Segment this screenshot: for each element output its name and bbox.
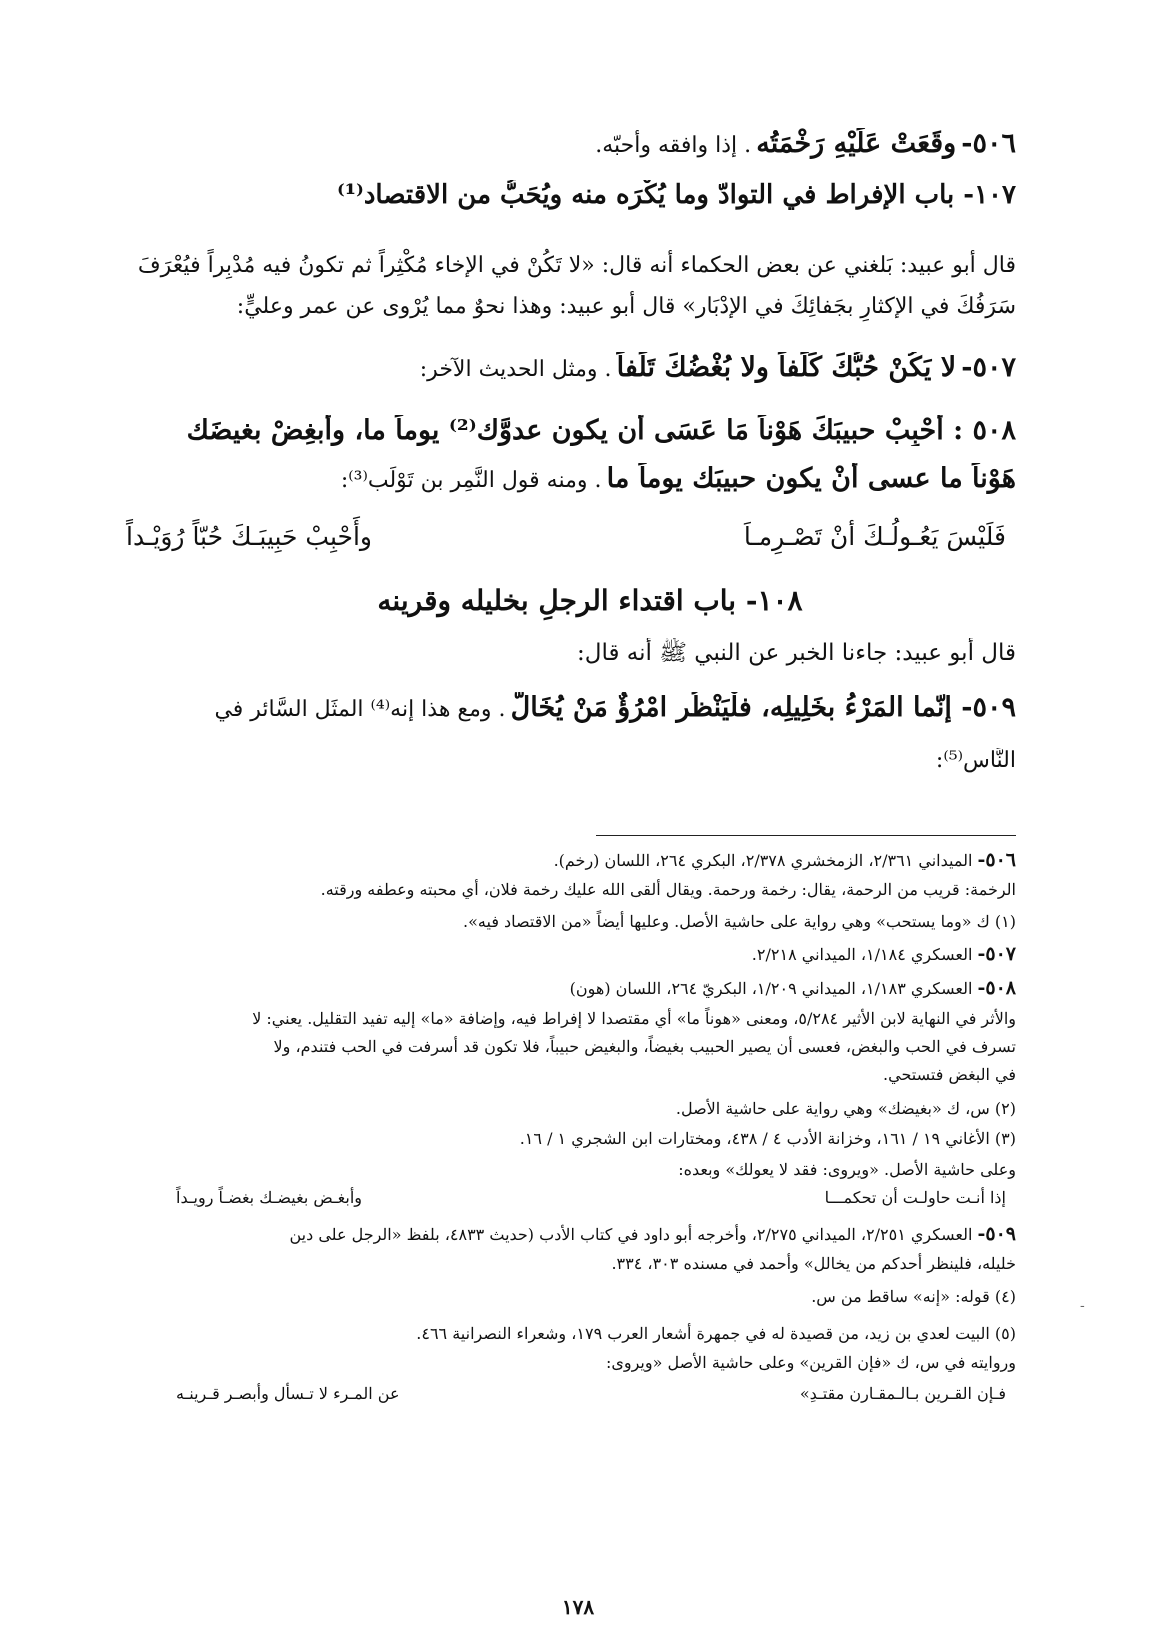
footnote-507-number: ٥٠٧- [977,943,1016,965]
footnote-3-verse-second: إذا أنـت حاولـت أن تحكمـــا [824,1188,1006,1207]
entry-508-line-2 [116,463,1016,494]
footnote-508-text: العسكري ١/١٨٣، الميداني ١/٢٠٩، البكريّ ٢٦٤، اللسان (هون) [569,979,973,998]
entry-509-proverb: ٥٠٩- إنّما المَرْءُ بخَلِيلِه، فلْيَنْظُر امْرُؤٌ مَنْ يُخَالُّ [510,692,1016,723]
abu-ubaid-108: قال أبو عبيد: جاءنا الخبر عن النبي ﷺ أنه قال: [577,640,1016,666]
footnote-506-note: الرخمة: قريب من الرحمة، يقال: رخمة ورحمة. ويقال ألقى الله عليك رخمة فلان، أي محبته وعطفه ورقته. [320,880,1016,899]
entry-509-line-2: النَّاس⁽⁵⁾: [935,748,1016,773]
entry-509-rest: . ومع هذا إنه⁽⁴⁾ المثَل السَّائر في [214,697,506,722]
entry-508-line-2-rest: . ومنه قول النَّمِر بن تَوْلَب⁽³⁾: [340,468,602,493]
footnote-509 [96,1222,1016,1247]
footnote-2: (٢) س، ك «بغيضك» وهي رواية على حاشية الأصل. [675,1099,1016,1118]
footnote-3: (٣) الأغاني ١٩ / ١٦١، وخزانة الأدب ٤ / ٤٣٨، ومختارات ابن الشجري ١ / ١٦. [519,1129,1016,1148]
footnote-4: (٤) قوله: «إنه» ساقط من س. [811,1287,1016,1306]
chapter-108-heading: ١٠٨- باب اقتداء الرجلِ بخليله وقرينه [377,584,803,617]
footnote-506 [96,848,1016,873]
footnote-507-text: العسكري ١/١٨٤، الميداني ٢/٢١٨. [751,945,973,964]
entry-507-number: ٥٠٧- [961,352,1016,383]
entry-506-proverb: وقَعَتْ عَلَيْهِ رَخْمَتُه [756,128,957,159]
entry-507 [116,352,1016,383]
footnote-508-note-1: والأثر في النهاية لابن الأثير ٥/٢٨٤، ومعنى «هوناً ما» أي مقتصدا لا إفراط فيه، وإضافة «ما» إليه تفيد التقليل. يعني: لا [252,1009,1016,1028]
entry-507-proverb: لا يَكُنْ حُبُّكَ كَلَفاً ولا بُغْضُكَ تَلَفاً [616,352,957,383]
footnote-509-note: خليله، فلينظر أحدكم من يخالل» وأحمد في مسنده ٣٠٣، ٣٣٤. [611,1254,1016,1273]
footnote-5-verse [176,1384,1006,1403]
footnote-508-number: ٥٠٨- [977,977,1016,999]
footnote-1: (١) ك «وما يستحب» وهي رواية على حاشية الأصل. وعليها أيضاً «من الاقتصاد فيه». [463,912,1016,931]
footnote-509-text: العسكري ٢/٢٥١، الميداني ٢/٢٧٥، وأخرجه أبو داود في كتاب الأدب (حديث ٤٨٣٣، بلفظ «الرجل على دين [289,1225,973,1244]
verse-first-hemistich: وأَحْبِبْ حَبِيبَـكَ حُبّاً رُوَيْـداً [126,522,372,551]
footnote-separator [596,835,1016,836]
verse-nimr [126,522,1006,551]
footnote-508-note-2: تسرف في الحب والبغض، فعسى أن يصير الحبيب بغيضاً، والبغيض حبيباً، فلا تكون قد أسرفت في الحب فتندم، ولا [273,1037,1016,1056]
footnote-507 [96,942,1016,967]
verse-second-hemistich: فَلَيْسَ يَعُـولُـكَ أنْ تَصْـرِمـاَ [743,522,1006,551]
entry-506 [116,128,1016,159]
footnote-5-verse-first: عن المـرء لا تـسأل وأبصـر قـرينـه [176,1384,400,1403]
entry-509 [116,692,1016,723]
footnote-5-note: وروايته في س، ك «فإن القرين» وعلى حاشية الأصل «ويروى: [605,1353,1016,1372]
chapter-107-heading: ١٠٧- باب الإفراط في التوادّ وما يُكْرَه منه ويُحَبُّ من الاقتصاد⁽¹⁾ [336,180,1016,210]
entry-507-after: . ومثل الحديث الآخر: [419,357,612,382]
footnote-5: (٥) البيت لعدي بن زيد، من قصيدة له في جمهرة أشعار العرب ١٧٩، وشعراء النصرانية ٤٦٦. [416,1324,1016,1343]
page-number: ١٧٨ [561,1595,595,1619]
footnote-508-note-3: في البغض فتستحي. [883,1065,1016,1084]
footnote-3-verse [176,1188,1006,1207]
entry-508-line-2-bold: هَوْناً ما عسى أنْ يكون حبيبَك يوماً ما [606,463,1016,494]
abu-ubaid-paragraph: قال أبو عبيد: بَلغني عن بعض الحكماء أنه قال: «لا تَكُنْ في الإخاء مُكْثِراً ثم تكونُ فيه مُدْبِراً فيُعْرَفَ سَرَفُكَ في الإكثارِ بجَفائِكَ في الإدْبَار» قال أبو عبيد: وهذا نحوٌ مما يُرْوى عن عمر وعليٍّ: [137,253,1016,319]
entry-508-line-1: ٥٠٨ : أَحْبِبْ حبيبَكَ هَوْناً مَا عَسَى أن يكون عدوَّك⁽²⁾ يوماً ما، وأبغِضْ بغيضَك [186,415,1016,446]
footnote-509-number: ٥٠٩- [977,1223,1016,1245]
footnote-508 [96,976,1016,1001]
entry-506-gloss: . إذا وافقه وأحبّه. [595,133,752,158]
footnote-5-verse-second: فـإن القـرين بـالـمقـارن مقتـدِ» [799,1384,1006,1403]
entry-506-number: ٥٠٦- [961,128,1016,159]
margin-mark: - [1080,1298,1085,1314]
footnote-3-verse-first: وأبغـض بغيضـك بغضـاً رويـداً [176,1188,362,1207]
footnote-506-number: ٥٠٦- [977,849,1016,871]
footnote-3-note: وعلى حاشية الأصل. «ويروى: فقد لا يعولك» وبعده: [678,1160,1016,1179]
footnote-506-text: الميداني ٢/٣٦١، الزمخشري ٢/٣٧٨، البكري ٢٦٤، اللسان (رخم). [553,851,973,870]
